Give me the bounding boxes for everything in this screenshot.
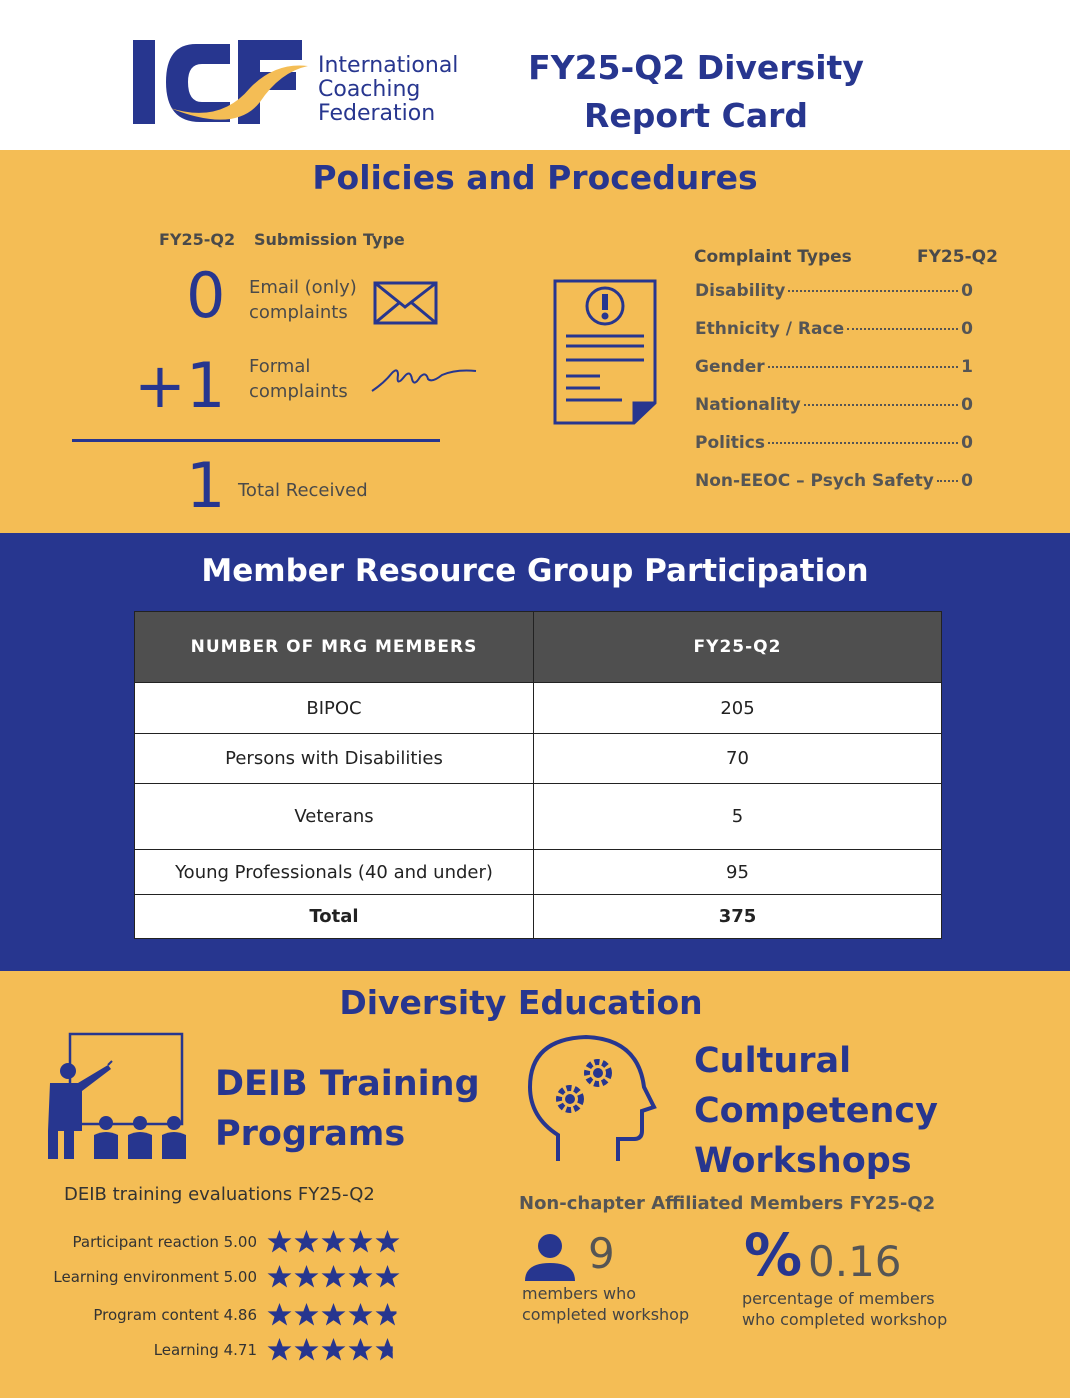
percent-label-line: who completed workshop	[742, 1310, 948, 1329]
total-label: Total Received	[238, 480, 368, 501]
column-header: NUMBER OF MRG MEMBERS	[135, 612, 534, 683]
members-label	[522, 1283, 689, 1325]
star-icon	[348, 1337, 373, 1362]
title-line: Report Card	[583, 96, 808, 135]
group-cell: Veterans	[135, 784, 534, 850]
icf-logo-icon	[130, 38, 310, 128]
logo-text-line: International	[318, 53, 459, 78]
ccw-title	[694, 1036, 938, 1186]
teacher-presentation-icon	[44, 1031, 200, 1163]
policies-section	[0, 150, 1070, 533]
head-gears-icon	[526, 1031, 658, 1167]
complaint-type-value: 0	[961, 471, 973, 491]
logo-text-line: Federation	[318, 101, 436, 126]
complaint-type-value: 1	[961, 357, 973, 377]
complaint-period-header: FY25-Q2	[917, 247, 998, 267]
eval-row	[30, 1302, 400, 1327]
total-row	[135, 895, 942, 939]
eval-row	[30, 1337, 400, 1362]
star-icon	[267, 1229, 292, 1254]
deib-title	[215, 1059, 480, 1159]
group-cell: BIPOC	[135, 683, 534, 734]
complaint-type-row	[695, 471, 973, 491]
value-cell: 95	[534, 850, 942, 895]
percent-label	[742, 1288, 947, 1330]
star-rating	[267, 1337, 400, 1362]
star-icon	[375, 1337, 400, 1362]
star-icon	[321, 1264, 346, 1289]
formal-label-line: complaints	[249, 381, 348, 402]
members-count: 9	[588, 1229, 615, 1278]
members-label-line: completed workshop	[522, 1305, 690, 1324]
total-count: 1	[186, 449, 226, 522]
star-rating	[267, 1229, 400, 1254]
group-cell: Persons with Disabilities	[135, 734, 534, 784]
ccw-header: Non-chapter Affiliated Members FY25-Q2	[519, 1193, 936, 1214]
leader-dots	[937, 480, 958, 482]
star-icon	[375, 1229, 400, 1254]
percent-icon: %	[744, 1221, 803, 1289]
complaint-type-value: 0	[961, 433, 973, 453]
formal-count: +1	[134, 349, 226, 422]
star-icon	[294, 1302, 319, 1327]
star-icon	[321, 1337, 346, 1362]
percent-value: 0.16	[808, 1237, 902, 1286]
mrg-table	[134, 611, 942, 939]
title-line: FY25-Q2 Diversity	[528, 48, 864, 87]
complaint-type-label: Politics	[695, 433, 765, 453]
complaint-type-row	[695, 319, 973, 339]
envelope-icon	[373, 281, 438, 325]
table-row	[135, 683, 942, 734]
section-title: Member Resource Group Participation	[201, 553, 869, 589]
person-icon	[523, 1233, 577, 1281]
eval-label: Learning 4.71	[153, 1340, 257, 1359]
star-icon	[294, 1229, 319, 1254]
members-label-line: members who	[522, 1284, 637, 1303]
star-icon	[294, 1337, 319, 1362]
star-icon	[348, 1264, 373, 1289]
logo-text-line: Coaching	[318, 77, 421, 102]
star-icon	[267, 1337, 292, 1362]
page-header	[0, 0, 1070, 150]
email-label	[249, 275, 357, 325]
complaint-type-value: 0	[961, 319, 973, 339]
eval-label: Learning environment 5.00	[53, 1267, 257, 1286]
leader-dots	[768, 442, 958, 444]
star-rating	[267, 1264, 400, 1289]
leader-dots	[847, 328, 958, 330]
star-icon	[348, 1229, 373, 1254]
complaint-type-label: Non-EEOC – Psych Safety	[695, 471, 934, 491]
table-header-row	[135, 612, 942, 683]
star-icon	[267, 1302, 292, 1327]
complaint-type-value: 0	[961, 281, 973, 301]
star-icon	[321, 1302, 346, 1327]
formal-label	[249, 354, 348, 404]
total-value: 375	[534, 895, 942, 939]
table-row	[135, 734, 942, 784]
star-icon	[321, 1229, 346, 1254]
complaint-type-row	[695, 281, 973, 301]
complaint-type-label: Ethnicity / Race	[695, 319, 845, 339]
star-icon	[294, 1264, 319, 1289]
star-icon	[375, 1302, 400, 1327]
period-label: FY25-Q2	[159, 230, 236, 249]
leader-dots	[804, 404, 958, 406]
complaint-type-row	[695, 433, 973, 453]
ccw-title-line: Cultural	[694, 1041, 852, 1081]
complaint-type-value: 0	[961, 395, 973, 415]
column-header: FY25-Q2	[534, 612, 942, 683]
group-cell: Young Professionals (40 and under)	[135, 850, 534, 895]
email-label-line: Email (only)	[249, 277, 357, 298]
complaint-type-label: Gender	[695, 357, 765, 377]
email-label-line: complaints	[249, 302, 348, 323]
logo-wordmark	[318, 54, 458, 126]
email-count: 0	[186, 259, 226, 332]
eval-row	[30, 1229, 400, 1254]
ccw-title-line: Competency	[694, 1091, 938, 1131]
education-section	[0, 971, 1070, 1398]
star-icon	[348, 1302, 373, 1327]
total-label: Total	[135, 895, 534, 939]
eval-label: Participant reaction 5.00	[72, 1232, 257, 1251]
mrg-section	[0, 533, 1070, 971]
report-title	[520, 44, 872, 140]
submission-type-label: Submission Type	[254, 230, 405, 249]
complaint-type-label: Disability	[695, 281, 786, 301]
complaint-type-row	[695, 395, 973, 415]
table-row	[135, 850, 942, 895]
ccw-title-line: Workshops	[694, 1141, 912, 1181]
section-title: Policies and Procedures	[312, 158, 758, 197]
eval-row	[30, 1264, 400, 1289]
signature-icon	[370, 365, 478, 395]
eval-label: Program content 4.86	[93, 1305, 257, 1324]
leader-dots	[788, 290, 958, 292]
value-cell: 70	[534, 734, 942, 784]
value-cell: 205	[534, 683, 942, 734]
percent-label-line: percentage of members	[742, 1289, 935, 1308]
complaint-type-row	[695, 357, 973, 377]
leader-dots	[768, 366, 958, 368]
table-row	[135, 784, 942, 850]
star-rating	[267, 1302, 400, 1327]
document-alert-icon	[552, 278, 660, 426]
formal-label-line: Formal	[249, 356, 311, 377]
eval-header: DEIB training evaluations FY25-Q2	[64, 1184, 375, 1205]
deib-title-line: Programs	[215, 1114, 406, 1154]
complaint-types-header: Complaint Types	[694, 247, 852, 267]
complaint-type-label: Nationality	[695, 395, 801, 415]
deib-title-line: DEIB Training	[215, 1064, 480, 1104]
star-icon	[375, 1264, 400, 1289]
star-icon	[267, 1264, 292, 1289]
sum-divider	[72, 439, 440, 442]
value-cell: 5	[534, 784, 942, 850]
section-title: Diversity Education	[339, 983, 703, 1022]
